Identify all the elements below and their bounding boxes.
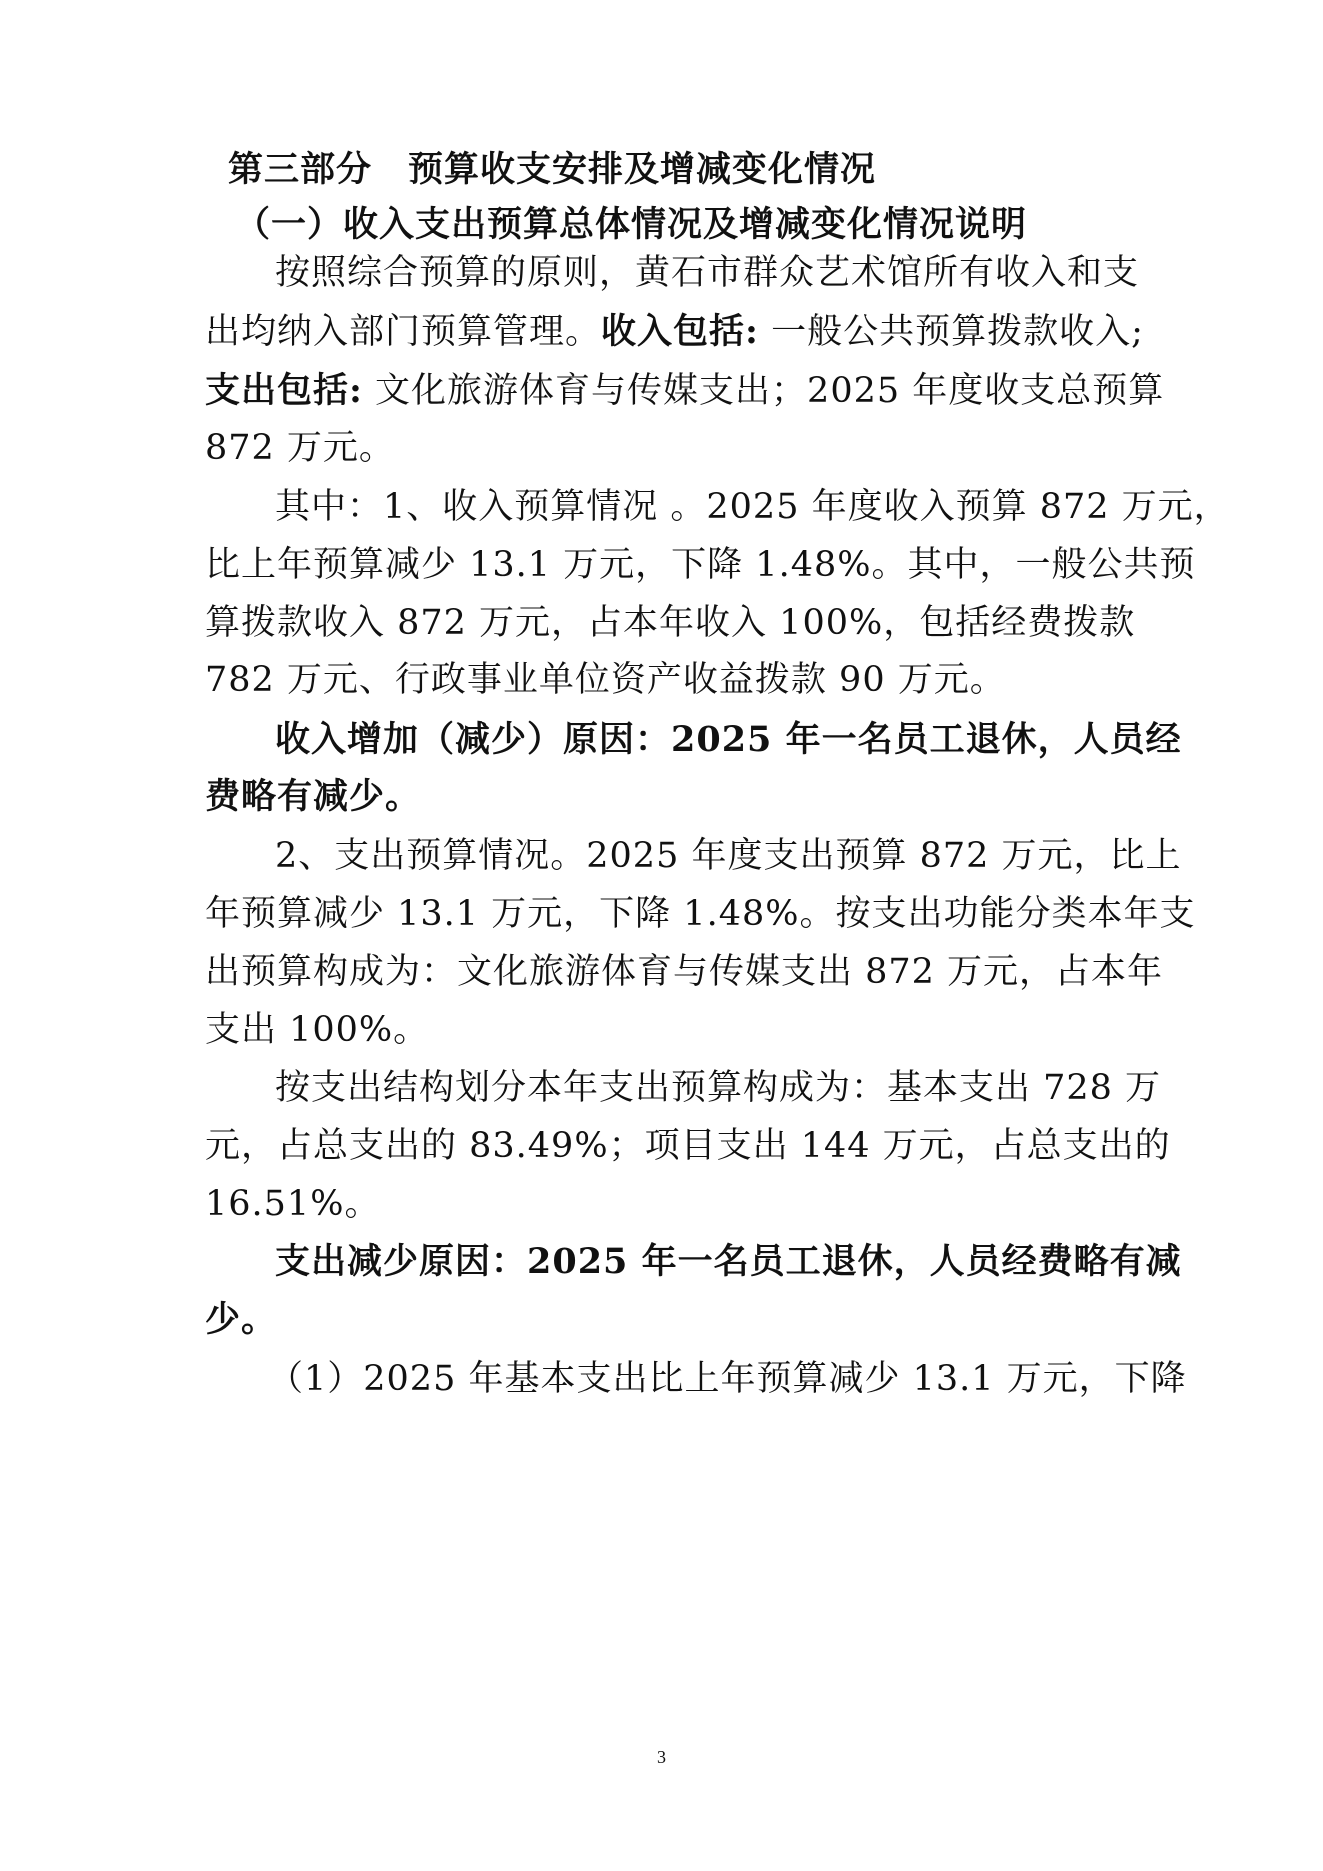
para3-line2: 费略有减少。 xyxy=(205,776,422,817)
para5-line3: 16.51%。 xyxy=(205,1184,381,1224)
para1-line3-tail: 文化旅游体育与传媒支出；2025 年度收支总预算 xyxy=(362,371,1165,411)
para5-line2: 元，占总支出的 83.49%；项目支出 144 万元，占总支出的 xyxy=(205,1126,1171,1166)
para3-line1: 收入增加（减少）原因：2025 年一名员工退休，人员经 xyxy=(275,719,1182,760)
para1-line2-tail: 一般公共预算拨款收入; xyxy=(758,312,1144,352)
para1-line3 xyxy=(205,367,1165,415)
subsection-title: （一）收入支出预算总体情况及增减变化情况说明 xyxy=(235,205,1028,245)
para5-line1: 按支出结构划分本年支出预算构成为：基本支出 728 万 xyxy=(275,1068,1162,1108)
para2-line2: 比上年预算减少 13.1 万元，下降 1.48%。其中，一般公共预 xyxy=(205,545,1196,585)
para4-line1: 2、支出预算情况。2025 年度支出预算 872 万元，比上 xyxy=(275,836,1182,876)
para4-line2: 年预算减少 13.1 万元，下降 1.48%。按支出功能分类本年支 xyxy=(205,894,1196,934)
section-title: 第三部分 预算收支安排及增减变化情况 xyxy=(228,150,877,190)
para1-line2 xyxy=(205,308,1144,356)
expense-includes-label: 支出包括: xyxy=(205,370,363,411)
para4-line3: 出预算构成为：文化旅游体育与传媒支出 872 万元，占本年 xyxy=(205,952,1164,992)
para6-line2: 少。 xyxy=(205,1299,278,1340)
para7-line1: （1）2025 年基本支出比上年预算减少 13.1 万元，下降 xyxy=(268,1359,1187,1399)
para2-line3: 算拨款收入 872 万元，占本年收入 100%，包括经费拨款 xyxy=(205,603,1136,643)
para6-line1: 支出减少原因：2025 年一名员工退休，人员经费略有减 xyxy=(275,1241,1182,1282)
income-includes-label: 收入包括: xyxy=(601,311,759,352)
para2-line4: 782 万元、行政事业单位资产收益拨款 90 万元。 xyxy=(205,660,1006,700)
page-number: 3 xyxy=(657,1747,666,1767)
para2-line1: 其中：1、收入预算情况 。2025 年度收入预算 872 万元， xyxy=(275,487,1230,527)
para1-line4: 872 万元。 xyxy=(205,428,395,468)
para1-line2-text: 出均纳入部门预算管理。 xyxy=(205,312,602,352)
para4-line4: 支出 100%。 xyxy=(205,1010,430,1050)
para1-line1: 按照综合预算的原则，黄石市群众艺术馆所有收入和支 xyxy=(275,253,1140,293)
